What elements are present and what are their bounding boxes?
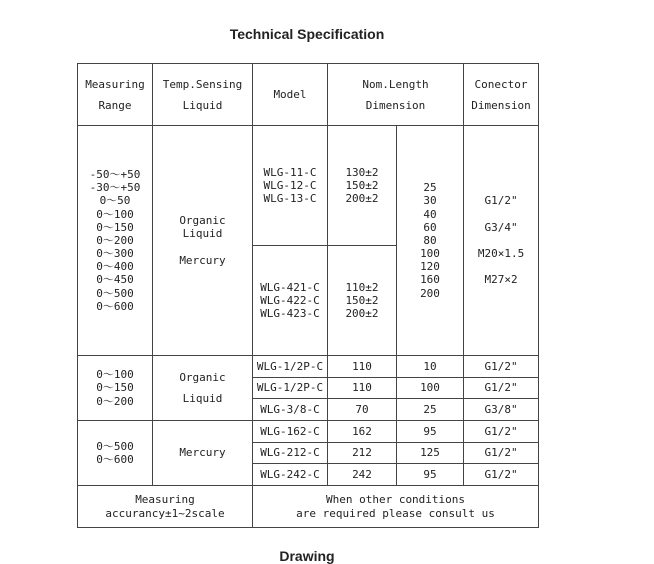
header-liquid: Temp.Sensing Liquid: [153, 64, 253, 126]
footer-note: When other conditions are required please consult us: [253, 486, 539, 528]
group1-liquids: Organic Liquid Mercury: [153, 126, 253, 356]
footer-accuracy: Measuring accurancy±1~2scale: [78, 486, 253, 528]
group3-row2-length: 212: [328, 443, 397, 464]
group3-row2-connector: G1/2": [464, 443, 539, 464]
group2-row3-model: WLG-3/8-C: [253, 399, 328, 421]
group1-lengths-a: 130±2 150±2 200±2: [328, 126, 397, 246]
group3-row2-dim: 125: [397, 443, 464, 464]
group1-connectors: G1/2" G3/4" M20×1.5 M27×2: [464, 126, 539, 356]
group1-lengths-b: 110±2 150±2 200±2: [328, 246, 397, 356]
group2-liquid: Organic Liquid: [153, 356, 253, 421]
group2-row1-dim: 10: [397, 356, 464, 378]
group2-row3-connector: G3/8": [464, 399, 539, 421]
group3-row3-length: 242: [328, 464, 397, 486]
group3-ranges: 0～500 0～600: [78, 421, 153, 486]
group3-row1-dim: 95: [397, 421, 464, 443]
group3-row2-model: WLG-212-C: [253, 443, 328, 464]
group2-row3-length: 70: [328, 399, 397, 421]
group1-ranges: -50～+50 -30～+50 0～50 0～100 0～150 0～200 0～300 0～400 0～450 0～500 0～600: [78, 126, 153, 356]
group3-liquid: Mercury: [153, 421, 253, 486]
group2-row1-model: WLG-1/2P-C: [253, 356, 328, 378]
group2-row1-connector: G1/2": [464, 356, 539, 378]
spec-table: [77, 63, 539, 528]
group1-dims: 25 30 40 60 80 100 120 160 200: [397, 126, 464, 356]
group2-row3-dim: 25: [397, 399, 464, 421]
group3-row3-model: WLG-242-C: [253, 464, 328, 486]
group3-row3-dim: 95: [397, 464, 464, 486]
header-model: Model: [253, 64, 328, 126]
group2-row2-model: WLG-1/2P-C: [253, 378, 328, 399]
group3-row3-connector: G1/2": [464, 464, 539, 486]
header-nom-length: Nom.Length Dimension: [328, 64, 464, 126]
group2-row1-length: 110: [328, 356, 397, 378]
group2-row2-connector: G1/2": [464, 378, 539, 399]
header-connector: Conector Dimension: [464, 64, 539, 126]
header-range: Measuring Range: [78, 64, 153, 126]
page-title: Technical Specification: [229, 26, 385, 42]
group3-row1-length: 162: [328, 421, 397, 443]
group1-models-b: WLG-421-C WLG-422-C WLG-423-C: [253, 246, 328, 356]
group3-row1-connector: G1/2": [464, 421, 539, 443]
group3-row1-model: WLG-162-C: [253, 421, 328, 443]
group2-row2-length: 110: [328, 378, 397, 399]
drawing-heading: Drawing: [279, 548, 335, 564]
group1-models-a: WLG-11-C WLG-12-C WLG-13-C: [253, 126, 328, 246]
group2-row2-dim: 100: [397, 378, 464, 399]
group2-ranges: 0～100 0～150 0～200: [78, 356, 153, 421]
